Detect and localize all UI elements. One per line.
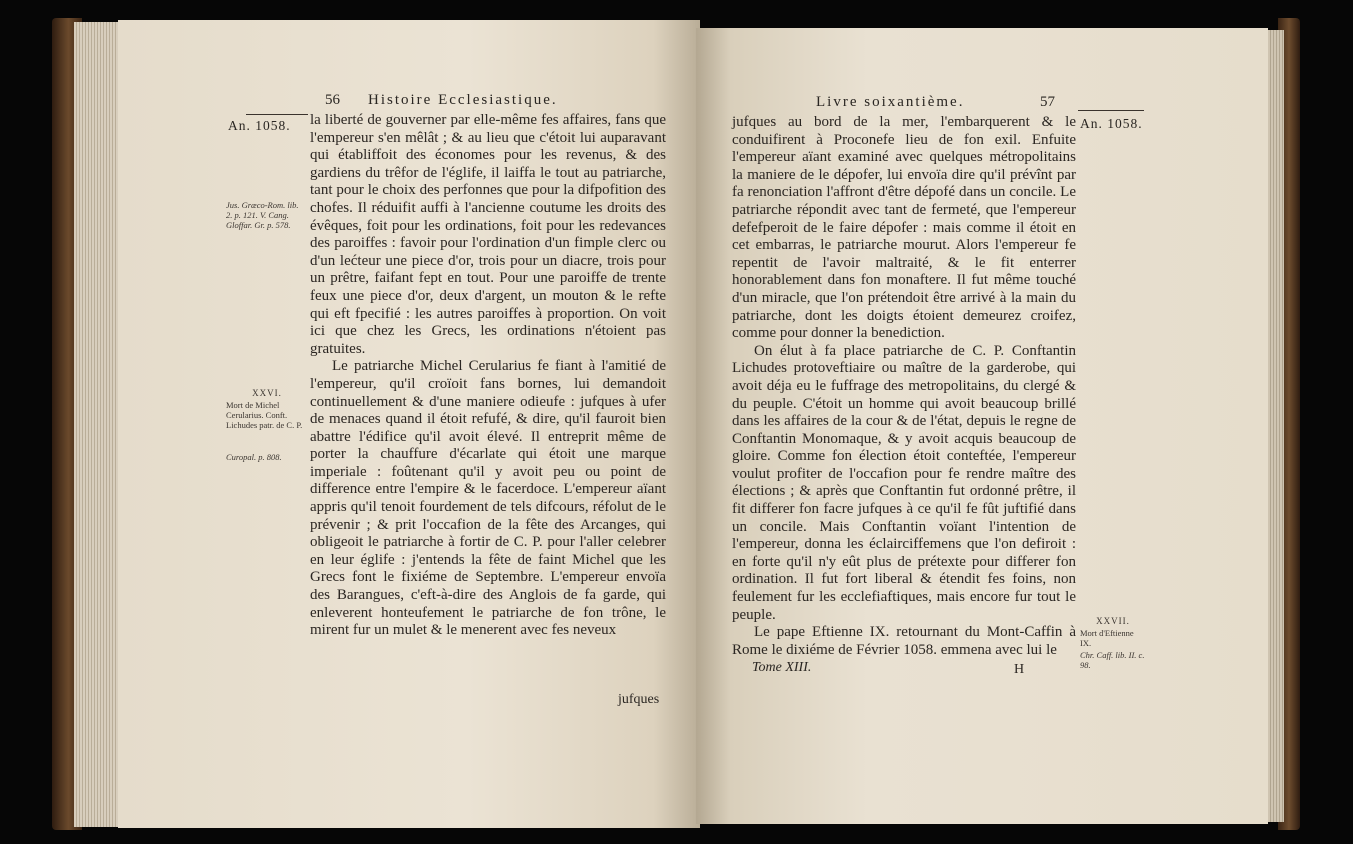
running-head: Livre soixantième. — [816, 94, 965, 110]
paragraph: On élut à fa place patriarche de C. P. Conftantin Lichudes protoveftiaire ou maître de la garderobe, qui avoit déja eu le fuffrage des metropolitains, du clergé & du peuple. C'étoit un homme qui avoit beaucoup brillé dans les affaires de la cour & de l'état, depuis le regne de Conftantin Monomaque, & y avoit acquis beaucoup de gloire. Comme fon élection étoit conteftée, l'empereur voulut profiter de l'occafion pour fe rendre maître des élections ; & après que Conftantin fut ordonné prêtre, il fit differer fon facre jufques à ce qu'il fe fût juftifié dans un concile. Mais Conftantin voïant l'intention de l'empereur, donna les éclairciffemens que l'on defiroit : en forte qu'il n'y eût plus de prétexte pour differer fon ordination. Il fut fort liberal & étendit fes foins, non feulement fur les ecclefiaftiques, mais encore fur tout le peuple. — [732, 342, 1076, 623]
margin-section-title: Mort de Michel Cerularius. Conft. Lichudes patr. de C. P. — [226, 400, 303, 430]
margin-year: An. 1058. — [1080, 116, 1143, 131]
catchword: jufques — [618, 692, 660, 707]
margin-rule — [246, 114, 308, 115]
main-text — [310, 112, 666, 640]
margin-reference: Jus. Græco-Rom. lib. 2. p. 121. V. Cang. Gloffar. Gr. p. 578. — [226, 200, 299, 230]
left-page — [118, 20, 700, 828]
margin-section-number: XXVII. — [1096, 616, 1130, 626]
left-page-edges — [74, 22, 122, 827]
page-number: 56 — [325, 92, 340, 108]
running-head: Histoire Ecclesiastique. — [368, 92, 558, 108]
margin-section-number: XXVI. — [252, 388, 282, 398]
volume-footer: Tome XIII. — [752, 660, 812, 675]
paragraph: la liberté de gouverner par elle-même fes affaires, fans que l'empereur s'en mêlât ; & au lieu que c'étoit lui auparavant qui établiffoit des économes pour les revenus, & des gardiens du trêfor de l'églife, il laiffa le tout au patriarche, tant pour le choix des perfonnes que pour la difpofition des chofes. Il réduifit auffi à l'ancienne coutume les droits des évêques, foit pour les ordinations, foit pour les redevances des paroiffes : favoir pour l'ordination d'un fimple clerc ou d'un lećteur une piece d'or, trois pour un diacre, trois pour un prêtre, faifant fept en tout. Pour une paroiffe de trente feux une piece d'or, deux d'argent, un mouton & le refte qui eft fpecifié : les autres paroiffes à proportion. On voit ici que chez les Grecs, les ordinations n'étoient pas gratuites. — [310, 112, 666, 357]
margin-reference: Chr. Caff. lib. II. c. 98. — [1080, 650, 1145, 670]
right-page — [696, 28, 1268, 824]
margin-section-title: Mort d'Eftienne IX. — [1080, 628, 1134, 648]
page-number: 57 — [1040, 94, 1055, 110]
margin-year: An. 1058. — [228, 118, 291, 133]
paragraph: Le pape Eftienne IX. retournant du Mont-Caffin à Rome le dixiéme de Février 1058. emmena avec lui le — [732, 624, 1076, 658]
signature-mark: H — [1014, 662, 1025, 677]
margin-reference: Curopal. p. 808. — [226, 452, 282, 462]
margin-rule — [1078, 110, 1144, 111]
paragraph: jufques au bord de la mer, l'embarquerent & le conduifirent à Proconefe lieu de fon exil. Enfuite l'empereur aïant examiné avec quelques métropolitains la maniere de le dépofer, lui envoïa dire qu'il prévînt par fa renonciation l'affront d'être dépofé dans un concile. Le patriarche répondit avec tant de fermeté, que l'empereur defefperoit de le faire dépofer : mais comme il étoit en cet embarras, le patriarche mourut. Alors l'empereur fe repentit de l'avoir maltraité, & le fit enterrer honorablement dans fon monaftere. Il fut même touché d'un miracle, que l'on prétendoit être arrivé à la main du patriarche, dont les doigts étoient demeurez croifez, comme pour donner la benediction. — [732, 114, 1076, 342]
paragraph: Le patriarche Michel Cerularius fe fiant à l'amitié de l'empereur, qu'il croïoit fans bornes, lui demandoit continuellement & d'une maniere odieufe : jufques à ufer de menaces quand il étoit refufé, & dire, qu'il fauroit bien abattre l'édifice qu'il avoit élevé. Il entreprit même de porter la chauffure d'écarlate qui étoit une marque imperiale : foûtenant qu'il y avoit peu ou point de difference entre l'empire & le facerdoce. L'empereur aïant appris qu'il tenoit fourdement de tels difcours, réfolut de le prévenir ; & prit l'occafion de la fête des Arcanges, qui obligeoit le patriarche à fortir de C. P. pour l'aller celebrer en leur églife : j'entends la fête de faint Michel que les Grecs font le fixiéme de Septembre. L'empereur envoïa des Barangues, c'eft-à-dire des Anglois de fa garde, qui enleverent honteufement le patriarche de fon trône, le mirent fur un mulet & le menerent avec fes neveux — [310, 358, 666, 639]
main-text — [732, 114, 1076, 659]
